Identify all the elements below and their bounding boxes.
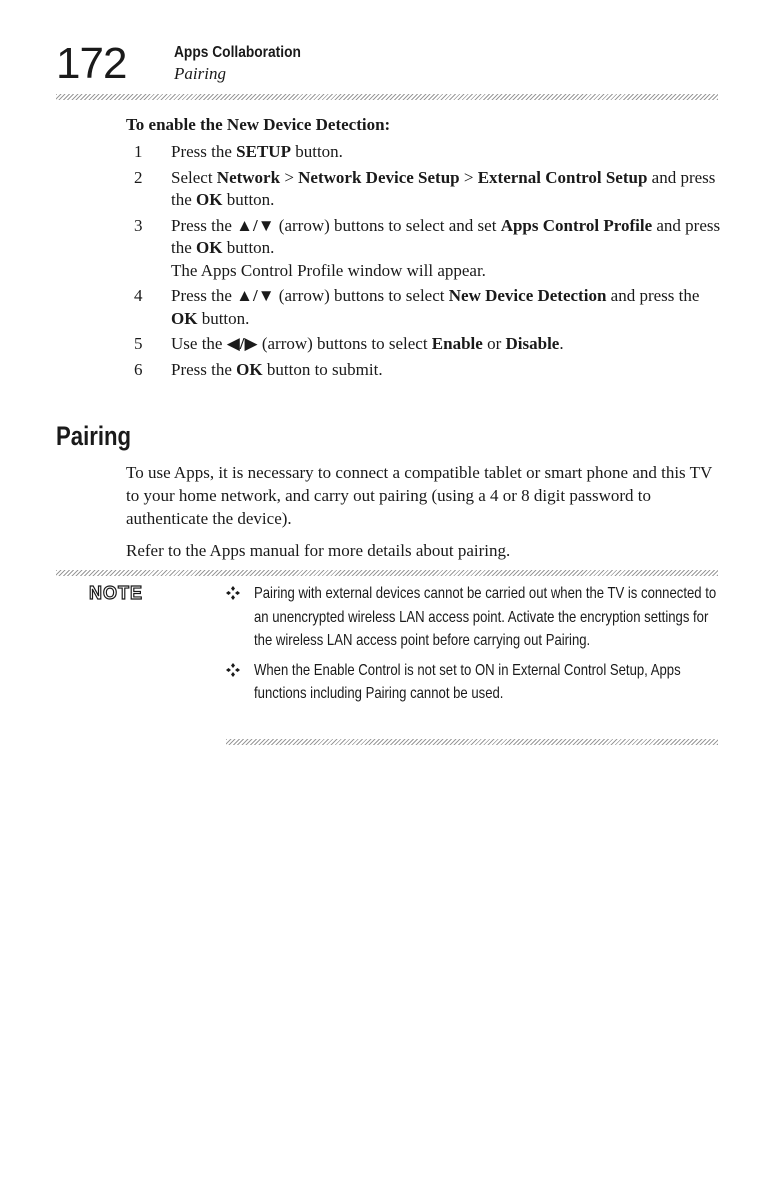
step-number: 4 [134,286,143,305]
page-number: 172 [56,39,127,88]
pairing-reference-paragraph: Refer to the Apps manual for more details about pairing. [126,541,511,560]
step-item [126,359,726,382]
step-text: Use the ◀/▶ (arrow) buttons to select Enable or Disable. [171,334,564,353]
note-list [226,582,726,712]
step-number: 1 [134,142,143,161]
note-bottom-divider [226,739,718,745]
step-number: 3 [134,215,143,235]
step-text: Press the ▲/▼ (arrow) buttons to select and set Apps Control Profile and press the OK button. [171,215,721,257]
step-item [126,215,726,283]
note-top-divider [56,570,718,576]
up-down-arrow-icon: ▲/▼ [236,286,275,305]
left-right-arrow-icon: ◀/▶ [226,334,258,353]
note-item [226,582,726,653]
chapter-title: Apps Collaboration [174,44,301,61]
four-diamond-bullet-icon [226,663,240,677]
note-label: NOTE [89,583,144,603]
step-number: 2 [134,167,143,187]
step-item [126,141,726,164]
pairing-intro-paragraph: To use Apps, it is necessary to connect a compatible tablet or smart phone and this TV to your home network, and carry out pairing (using a 4 or 8 digit password to authenticate the device). [126,463,712,528]
procedure-steps [126,141,726,384]
section-subtitle: Pairing [174,64,226,83]
step-item [126,333,726,356]
step-text: Press the SETUP button. [171,142,343,161]
note-text: Pairing with external devices cannot be carried out when the TV is connected to an unencrypted wireless LAN access point. Activate the encryption settings for the wireless LAN access point before carrying out Pairing. [254,585,717,649]
four-diamond-bullet-icon [226,586,240,600]
step-text: Press the OK button to submit. [171,359,383,379]
step-text: Press the ▲/▼ (arrow) buttons to select New Device Detection and press the OK button. [171,286,700,328]
procedure-heading: To enable the New Device Detection: [126,115,391,134]
step-number: 5 [134,334,143,353]
pairing-section-heading: Pairing [56,421,132,451]
up-down-arrow-icon: ▲/▼ [236,215,275,235]
step-result-note: The Apps Control Profile window will appear. [171,260,486,280]
note-text: When the Enable Control is not set to ON in External Control Setup, Apps functions including Pairing cannot be used. [254,661,681,702]
step-item [126,285,726,330]
header-divider [56,94,718,100]
step-text: Select Network > Network Device Setup > External Control Setup and press the OK button. [171,167,716,209]
note-item [226,659,726,706]
step-number: 6 [134,359,143,379]
page-header [56,39,718,94]
step-item [126,167,726,212]
